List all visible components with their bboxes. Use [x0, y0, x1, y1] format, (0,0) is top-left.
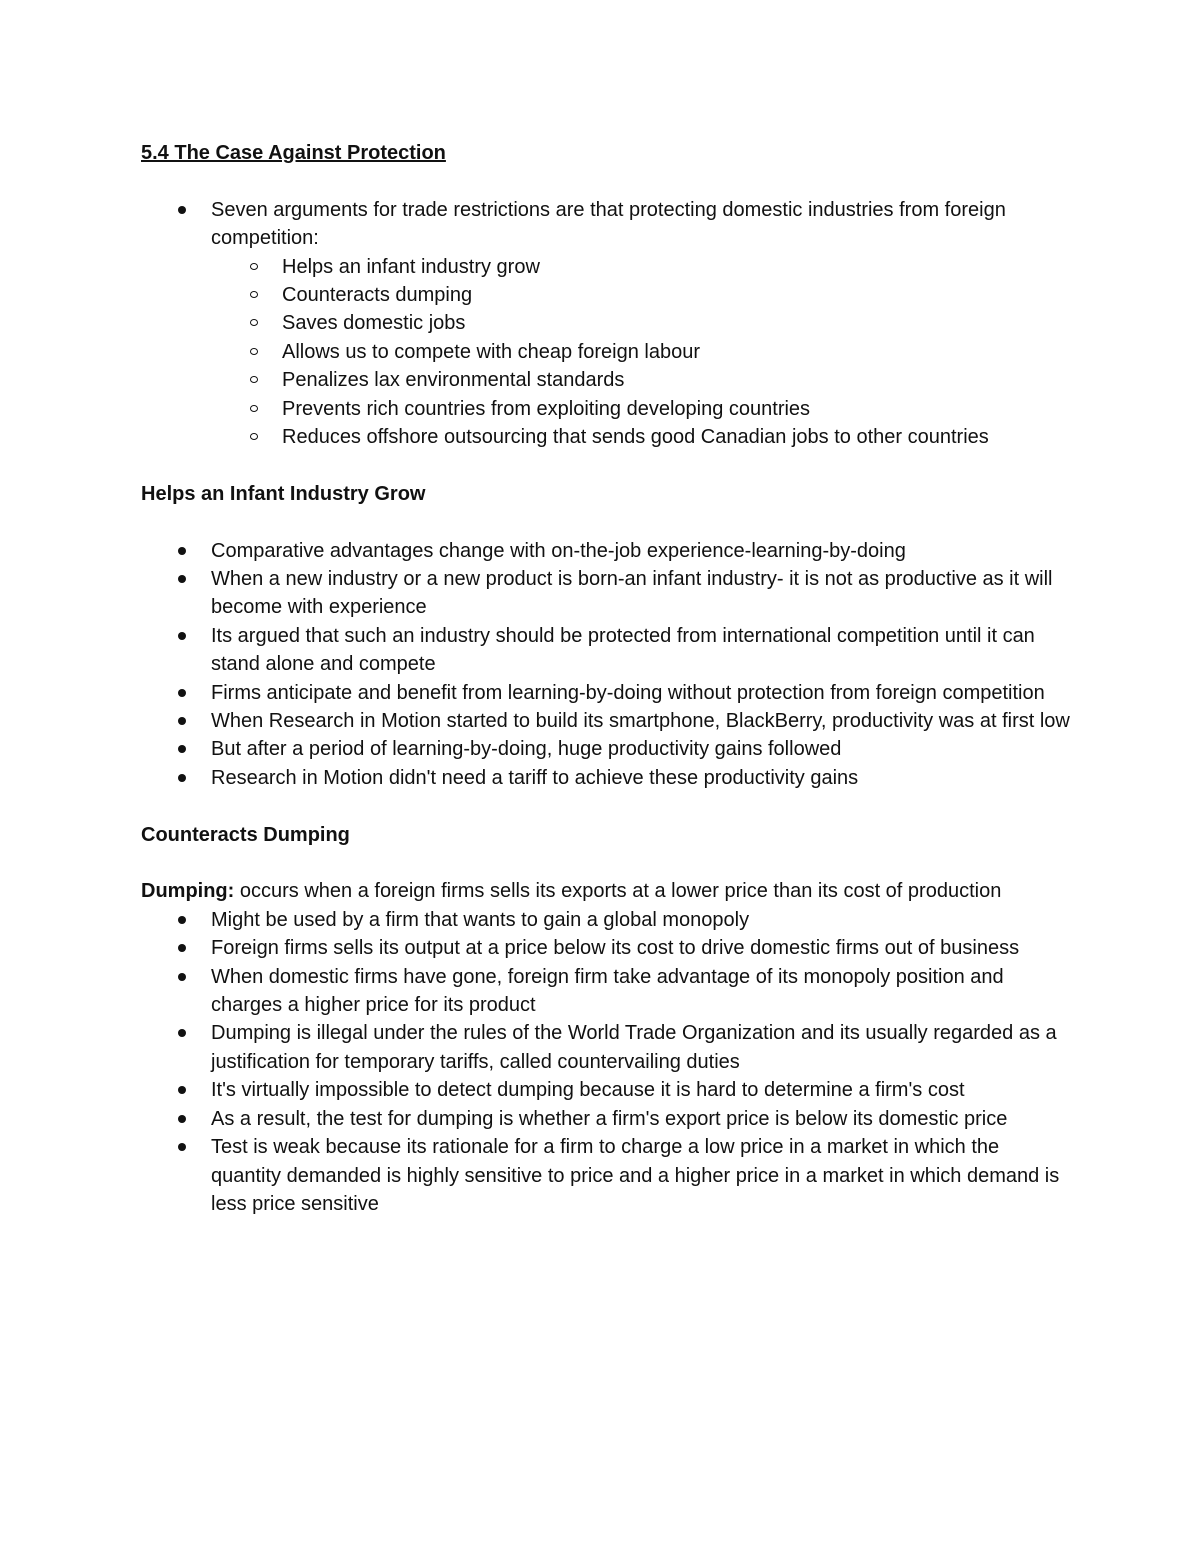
dumping-definition: [141, 877, 1071, 905]
list-item: [211, 196, 1071, 452]
list-item: When domestic firms have gone, foreign firm take advantage of its monopoly position and charges a higher price for its product: [211, 963, 1071, 1020]
blank-line: [141, 849, 1071, 877]
sub-list-item: Prevents rich countries from exploiting developing countries: [282, 395, 1071, 423]
sub-list-item: Reduces offshore outsourcing that sends good Canadian jobs to other countries: [282, 423, 1071, 451]
sub-list-item: Saves domestic jobs: [282, 309, 1071, 337]
section-heading-dumping: Counteracts Dumping: [141, 823, 350, 846]
list-item: Research in Motion didn't need a tariff to achieve these productivity gains: [211, 764, 1071, 792]
list-item: When a new industry or a new product is born-an infant industry- it is not as productive as it will become with experience: [211, 565, 1071, 622]
sub-list-item: Allows us to compete with cheap foreign labour: [282, 338, 1071, 366]
blank-line: [141, 792, 1071, 820]
section-heading-infant-industry: Helps an Infant Industry Grow: [141, 482, 426, 505]
sub-list-item: Penalizes lax environmental standards: [282, 366, 1071, 394]
argument-sub-list: [211, 253, 1071, 452]
list-item: Might be used by a firm that wants to gain a global monopoly: [211, 906, 1071, 934]
list-item: Test is weak because its rationale for a firm to charge a low price in a market in which the quantity demanded is highly sensitive to price and a higher price in a market in which demand is less price sensitive: [211, 1133, 1071, 1218]
infant-industry-bullet-list: [141, 537, 1071, 793]
definition-text: occurs when a foreign firms sells its exports at a lower price than its cost of production: [234, 880, 1002, 903]
list-item: But after a period of learning-by-doing, huge productivity gains followed: [211, 735, 1071, 763]
sub-list-item: Counteracts dumping: [282, 281, 1071, 309]
list-item: It's virtually impossible to detect dumping because it is hard to determine a firm's cost: [211, 1076, 1071, 1104]
list-item: When Research in Motion started to build its smartphone, BlackBerry, productivity was at first low: [211, 707, 1071, 735]
list-item: As a result, the test for dumping is whether a firm's export price is below its domestic price: [211, 1105, 1071, 1133]
list-item: Dumping is illegal under the rules of the World Trade Organization and its usually regarded as a justification for temporary tariffs, called countervailing duties: [211, 1019, 1071, 1076]
blank-line: [141, 508, 1071, 536]
sub-list-item: Helps an infant industry grow: [282, 253, 1071, 281]
dumping-bullet-list: [141, 906, 1071, 1218]
list-item: Foreign firms sells its output at a price below its cost to drive domestic firms out of business: [211, 934, 1071, 962]
blank-line: [141, 167, 1071, 195]
blank-line: [141, 451, 1071, 479]
list-item: Comparative advantages change with on-the-job experience-learning-by-doing: [211, 537, 1071, 565]
list-item: Firms anticipate and benefit from learning-by-doing without protection from foreign competition: [211, 679, 1071, 707]
definition-term: Dumping:: [141, 880, 235, 903]
document-page: [141, 139, 1071, 1218]
list-item: Its argued that such an industry should be protected from international competition until it can stand alone and compete: [211, 622, 1071, 679]
intro-bullet-text: Seven arguments for trade restrictions are that protecting domestic industries from foreign competition:: [211, 198, 1006, 250]
intro-bullet-list: [141, 196, 1071, 452]
document-title: 5.4 The Case Against Protection: [141, 142, 446, 164]
